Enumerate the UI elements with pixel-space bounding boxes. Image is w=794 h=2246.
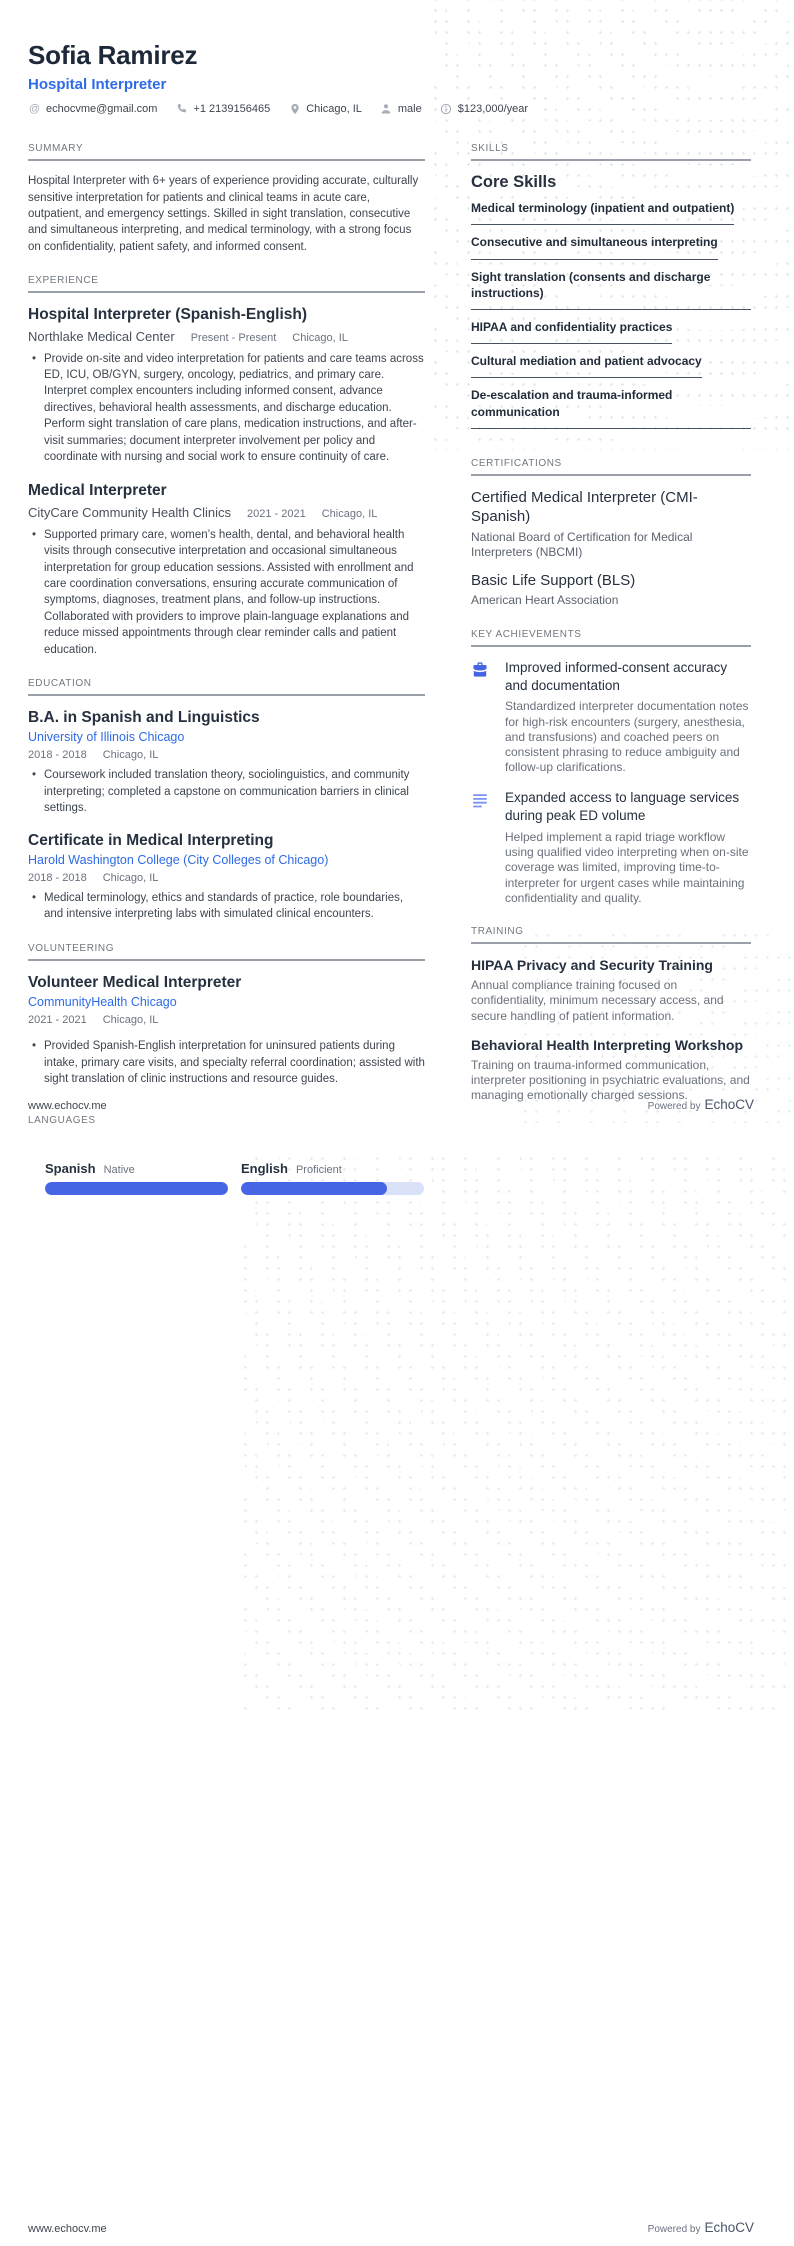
achievement-title: Improved informed-consent accuracy and documentation	[505, 659, 728, 693]
volunteering-entry	[28, 973, 425, 1088]
volunteering-dates: 2021 - 2021	[28, 1014, 87, 1027]
achievement-body: Helped implement a rapid triage workflow using qualified video interpreting when on-site coverage was limited, improving time-to-interpreter for urgent cases while maintaining confidentiality and quality.	[505, 829, 749, 905]
job-location: Chicago, IL	[292, 331, 348, 344]
section-divider	[471, 645, 751, 647]
education-entry	[28, 831, 425, 923]
skill-item: Sight translation (consents and discharge instructions)	[471, 269, 751, 310]
section-certifications	[471, 458, 751, 609]
training-title: Behavioral Health Interpreting Workshop	[471, 1036, 744, 1053]
salary-value: $123,000/year	[457, 102, 529, 115]
job-bullet: • Provide on-site and video interpretation for patients and care teams across ED, ICU, OB/GYN, surgery, oncology, pediatrics, and primary care. Interpret complex encounters including informed consent, advance directives, behavioral health assessments, and discharge education. Perform sight translation of care plans, medication instructions, and after-visit summaries; document interpreter involvement per policy and coordinate with nursing and social work to ensure continuity of care.	[28, 351, 425, 466]
certification-title: Basic Life Support (BLS)	[471, 571, 636, 589]
person-icon	[380, 102, 393, 115]
email-value: echocvme@gmail.com	[46, 102, 158, 115]
education-dates: 2018 - 2018	[28, 872, 87, 885]
languages-list	[45, 1161, 424, 1195]
education-entry	[28, 708, 425, 817]
footer-powered	[648, 1096, 754, 1114]
section-divider	[471, 942, 751, 944]
footer-site-url: www.echocv.me	[28, 1100, 107, 1112]
gender-value: male	[397, 102, 422, 115]
experience-entry	[28, 305, 425, 465]
section-training	[471, 926, 751, 1104]
section-label: KEY ACHIEVEMENTS	[471, 628, 582, 640]
candidate-title: Hospital Interpreter	[28, 76, 167, 94]
contact-email	[28, 102, 157, 115]
language-head	[45, 1161, 228, 1176]
certification-entry	[471, 488, 751, 561]
company-name: Northlake Medical Center	[28, 328, 175, 344]
job-location: Chicago, IL	[321, 507, 378, 520]
contact-phone	[175, 102, 270, 115]
language-entry	[45, 1161, 228, 1195]
location-value: Chicago, IL	[306, 102, 362, 115]
education-location: Chicago, IL	[102, 749, 159, 762]
section-divider	[28, 959, 425, 961]
resume-page-2	[0, 1123, 794, 2246]
volunteering-bullet: • Provided Spanish-English interpretation for uninsured patients during intake, primary care visits, and specialty referral coordination; assisted with sight translation of clinic instructions and resource guides.	[28, 1038, 425, 1087]
section-divider	[471, 159, 751, 161]
section-education	[28, 678, 425, 923]
volunteer-org-link[interactable]: CommunityHealth Chicago	[28, 995, 177, 1010]
training-title: HIPAA Privacy and Security Training	[471, 956, 713, 973]
skill-item: Medical terminology (inpatient and outpatient)	[471, 200, 734, 225]
education-meta	[28, 872, 425, 884]
section-languages	[28, 1115, 425, 1123]
language-bar-fill	[241, 1182, 387, 1195]
candidate-name: Sofia Ramirez	[28, 40, 198, 70]
skill-item: Consecutive and simultaneous interpreting	[471, 234, 718, 259]
page-footer	[28, 2219, 754, 2237]
volunteering-location: Chicago, IL	[102, 1014, 159, 1027]
job-dates: 2021 - 2021	[247, 507, 306, 520]
section-divider	[28, 291, 425, 293]
contact-location	[288, 102, 362, 115]
section-label: LANGUAGES	[28, 1115, 96, 1123]
section-label: VOLUNTEERING	[28, 942, 115, 954]
left-column	[28, 143, 425, 1123]
language-name: Spanish	[45, 1161, 96, 1176]
section-summary	[28, 143, 425, 255]
job-dates: Present - Present	[190, 331, 277, 344]
school-link[interactable]: University of Illinois Chicago	[28, 730, 185, 745]
footer-site-url: www.echocv.me	[28, 2223, 107, 2235]
location-icon	[288, 102, 301, 115]
section-volunteering	[28, 943, 425, 1088]
section-key-achievements	[471, 629, 751, 906]
section-label: TRAINING	[471, 925, 524, 937]
language-level: Native	[103, 1164, 135, 1176]
degree-title: B.A. in Spanish and Linguistics	[28, 709, 260, 727]
section-divider	[28, 694, 425, 696]
language-bar-track	[241, 1182, 424, 1195]
section-label: SKILLS	[471, 143, 509, 155]
footer-powered	[648, 2219, 754, 2237]
achievement-title: Expanded access to language services during peak ED volume	[505, 790, 740, 824]
language-bar-fill	[45, 1182, 228, 1195]
powered-by-label: Powered by	[647, 1101, 701, 1112]
echocv-brand: EchoCV	[704, 1097, 754, 1112]
achievement-entry	[471, 789, 751, 906]
language-bar-track	[45, 1182, 228, 1195]
section-divider	[471, 474, 751, 476]
volunteering-meta	[28, 1014, 425, 1026]
training-body: Annual compliance training focused on confidentiality, minimum necessary access, and secure handling of patient information.	[471, 978, 724, 1023]
right-column	[471, 143, 751, 1123]
job-meta	[28, 329, 425, 344]
skill-item: Cultural mediation and patient advocacy	[471, 353, 702, 378]
achievement-content	[505, 789, 751, 906]
briefcase-icon	[471, 659, 491, 776]
language-head	[241, 1161, 424, 1176]
section-label: SUMMARY	[28, 143, 84, 155]
degree-title: Certificate in Medical Interpreting	[28, 831, 274, 849]
section-skills	[471, 143, 751, 438]
language-name: English	[241, 1161, 288, 1176]
company-name: CityCare Community Health Clinics	[28, 504, 231, 520]
language-level: Proficient	[295, 1164, 342, 1176]
training-body: Training on trauma-informed communication, interpreter positioning in psychiatric evaluations, and managing emotionally charged sessions.	[471, 1057, 750, 1103]
powered-by-label: Powered by	[647, 2224, 701, 2235]
info-icon	[440, 102, 453, 115]
experience-entry	[28, 481, 425, 658]
language-entry	[241, 1161, 424, 1195]
achievement-entry	[471, 659, 751, 776]
education-dates: 2018 - 2018	[28, 749, 87, 762]
at-icon: @	[28, 102, 41, 115]
education-bullet: • Coursework included translation theory, sociolinguistics, and community interpreting; completed a capstone on communication barriers in clinical settings.	[28, 767, 425, 816]
resume-header	[28, 40, 751, 115]
skill-item: De-escalation and trauma-informed communication	[471, 387, 751, 428]
job-title: Medical Interpreter	[28, 482, 167, 500]
achievement-content	[505, 659, 751, 776]
section-label: EXPERIENCE	[28, 275, 99, 287]
training-entry	[471, 1036, 751, 1104]
education-location: Chicago, IL	[102, 872, 159, 885]
job-meta	[28, 505, 425, 520]
certification-org: National Board of Certification for Medical Interpreters (NBCMI)	[471, 529, 693, 560]
echocv-brand: EchoCV	[704, 2220, 754, 2235]
job-bullet: • Supported primary care, women’s health, dental, and behavioral health visits through consecutive interpretation and occasional simultaneous interpretation for group education sessions. Assisted with enrollment and care coordination conversations, ensuring accurate communication of symptoms, diagnoses, treatment plans, and follow-up instructions. Collaborated with providers to improve plain-language explanations and reduce missed appointments through clear reminder calls and patient education.	[28, 527, 425, 658]
certification-title: Certified Medical Interpreter (CMI-Spanish)	[471, 488, 698, 526]
phone-value: +1 2139156465	[193, 102, 271, 115]
section-label: CERTIFICATIONS	[471, 457, 562, 469]
section-experience	[28, 275, 425, 658]
school-link[interactable]: Harold Washington College (City Colleges of Chicago)	[28, 853, 329, 868]
section-divider	[28, 159, 425, 161]
skill-item: HIPAA and confidentiality practices	[471, 319, 672, 344]
skills-heading: Core Skills	[471, 173, 557, 192]
summary-text: Hospital Interpreter with 6+ years of experience providing accurate, culturally sensitive interpretation for patients and clinical teams in acute care, outpatient, and emergency settings. Skilled in sight translation, consecutive and simultaneous interpreting, and medical terminology, with a strong focus on confidentiality, patient safety, and informed consent.	[28, 175, 419, 253]
certification-entry	[471, 571, 751, 609]
section-label: EDUCATION	[28, 678, 92, 690]
contact-salary	[440, 102, 528, 115]
list-icon	[471, 789, 491, 906]
job-title: Hospital Interpreter (Spanish-English)	[28, 306, 308, 324]
contact-row	[28, 102, 751, 115]
training-entry	[471, 956, 751, 1024]
phone-icon	[175, 102, 188, 115]
skills-list	[471, 200, 751, 438]
achievement-body: Standardized interpreter documentation notes for high-risk encounters (surgery, anesthesia, and transfusions) and coached peers on consistent phrasing to reduce ambiguity and follow-up clarifications.	[505, 699, 749, 775]
background-pattern	[240, 1153, 794, 1713]
certification-org: American Heart Association	[471, 593, 619, 608]
page-footer	[28, 1096, 754, 1114]
education-meta	[28, 749, 425, 761]
volunteer-title: Volunteer Medical Interpreter	[28, 973, 242, 991]
contact-gender	[380, 102, 422, 115]
education-bullet: • Medical terminology, ethics and standards of practice, role boundaries, and intensive interpreting labs with simulated clinical encounters.	[28, 890, 425, 923]
